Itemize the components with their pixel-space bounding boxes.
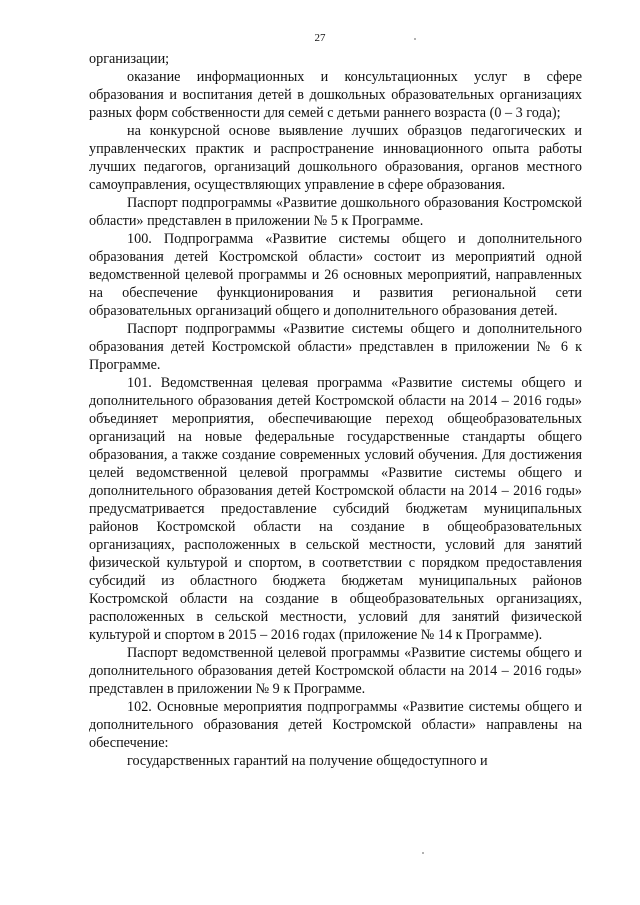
paragraph-101: 101. Ведомственная целевая программа «Развитие системы общего и дополнительного образования детей Костромской области на 2014 – 2016 годы» объединяет мероприятия, обеспечивающие переход общеобразовательных организаций на новые федеральные государственные стандарты общего образования, а также создание современных условий обучения. Для достижения целей ведомственной целевой программы «Развитие системы общего и дополнительного образования детей Костромской области на 2014 – 2016 годы» предусматривается предоставление субсидий бюджетам муниципальных районов Костромской области на создание в общеобразовательных организациях, расположенных в сельской местности, условий для занятий физической культурой и спортом, в соответствии с порядком предоставления субсидий из областного бюджета бюджетам муниципальных районов Костромской области на создание в общеобразовательных организациях, расположенных в сельской местности, условий для занятий физической культурой и спортом в 2015 – 2016 годах (приложение № 14 к Программе). bbox=[89, 375, 582, 643]
paragraph-102: 102. Основные мероприятия подпрограммы «Развитие системы общего и дополнительного образования детей Костромской области» направлены на обеспечение: bbox=[89, 699, 582, 751]
document-body bbox=[89, 50, 582, 770]
scan-speck bbox=[422, 852, 424, 854]
scan-speck bbox=[414, 38, 416, 40]
paragraph-passport-preschool: Паспорт подпрограммы «Развитие дошкольного образования Костромской области» представлен в приложении № 5 к Программе. bbox=[89, 195, 582, 229]
paragraph-continuation: организации; bbox=[89, 51, 170, 67]
page-number: 27 bbox=[314, 32, 326, 44]
paragraph-passport-general-education: Паспорт подпрограммы «Развитие системы общего и дополнительного образования детей Костромской области» представлен в приложении № 6 к Программе. bbox=[89, 321, 582, 373]
paragraph-passport-departmental-program: Паспорт ведомственной целевой программы «Развитие системы общего и дополнительного образования детей Костромской области на 2014 – 2016 годы» представлен в приложении № 9 к Программе. bbox=[89, 645, 582, 697]
paragraph-state-guarantees: государственных гарантий на получение общедоступного и bbox=[127, 753, 488, 769]
paragraph-best-practices: на конкурсной основе выявление лучших образцов педагогических и управленческих практик и распространение инновационного опыта работы лучших педагогов, организаций дошкольного образования, органов местного самоуправления, осуществляющих управление в сфере образования. bbox=[89, 123, 582, 193]
paragraph-consulting-services: оказание информационных и консультационных услуг в сфере образования и воспитания детей в дошкольных образовательных организациях разных форм собственности для семей с детьми раннего возраста (0 – 3 года); bbox=[89, 69, 582, 121]
paragraph-100: 100. Подпрограмма «Развитие системы общего и дополнительного образования детей Костромской области» состоит из мероприятий одной ведомственной целевой программы и 26 основных мероприятий, направленных на обеспечение функционирования и развития региональной сети образовательных организаций общего и дополнительного образования детей. bbox=[89, 231, 582, 319]
